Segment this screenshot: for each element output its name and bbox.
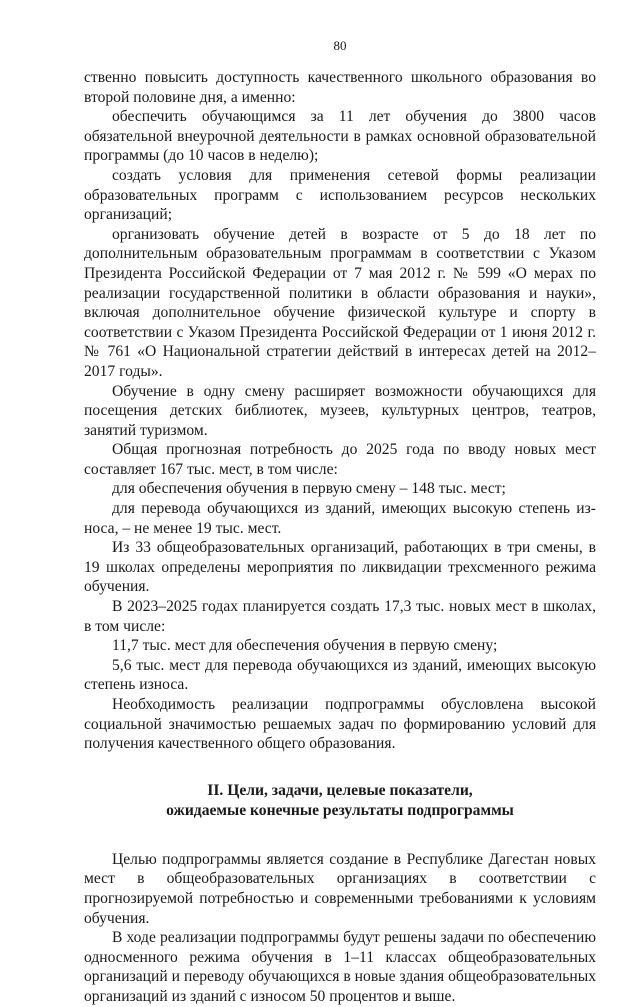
document-body xyxy=(84,68,596,1007)
page-number: 80 xyxy=(333,38,347,53)
section-heading-line-2: ожидаемые конечные результаты подпрограммы xyxy=(166,801,514,819)
paragraph: В ходе реализации подпрограммы будут решены задачи по обеспечению односменного режима обучения в 1–11 классах общеобразовательных организаций и переводу обучающихся в новые здания общеобразовательных организаций из зданий с износом 50 процентов и выше. xyxy=(84,929,596,1005)
paragraph: В 2023–2025 годах планируется создать 17,3 тыс. новых мест в школах, в том числе: xyxy=(84,598,596,635)
paragraph: 11,7 тыс. мест для обеспечения обучения в первую смену; xyxy=(112,637,498,655)
paragraph: ственно повысить доступность качественного школьного образования во второй половине дня, а именно: xyxy=(84,69,596,106)
paragraph: обеспечить обучающимся за 11 лет обучения до 3800 часов обязательной внеурочной деятельности в рамках основной образовательной программы (до 10 часов в неделю); xyxy=(84,108,596,165)
paragraph: для перевода обучающихся из зданий, имеющих высокую степень из-носа, – не менее 19 тыс. мест. xyxy=(84,500,596,537)
paragraph: Целью подпрограммы является создание в Республике Дагестан новых мест в общеобразовательных организациях в соответствии с прогнозируемой потребностью и современными требованиями к условиям обучения. xyxy=(84,850,596,927)
paragraph: 5,6 тыс. мест для перевода обучающихся из зданий, имеющих высокую степень износа. xyxy=(84,656,596,694)
paragraph: для обеспечения обучения в первую смену – 148 тыс. мест; xyxy=(112,480,506,498)
paragraph: организовать обучение детей в возрасте от 5 до 18 лет по дополнительным образовательным программам в соответствии с Указом Президента Российской Федерации от 7 мая 2012 г. № 599 «О мерах по реализации государственной политики в области образования и науки», включая дополнительное обучение физической культуре и спорту в соответствии с Указом Президента Российской Федерации от 1 июня 2012 г. № 761 «О Национальной стратегии действий в интересах детей на 2012–2017 годы». xyxy=(84,225,596,380)
paragraph: Из 33 общеобразовательных организаций, работающих в три смены, в 19 школах определены мероприятия по ликвидации трехсменного режима обучения. xyxy=(84,539,596,596)
paragraph: Общая прогнозная потребность до 2025 года по вводу новых мест составляет 167 тыс. мест, в том числе: xyxy=(84,441,596,478)
section-heading xyxy=(84,781,596,821)
section-heading-line-1: II. Цели, задачи, целевые показатели, xyxy=(207,781,473,799)
paragraph: Необходимость реализации подпрограммы обусловлена высокой социальной значимостью решаемых задач по формированию условий для получения качественного общего образования. xyxy=(84,696,596,753)
paragraph: Обучение в одну смену расширяет возможности обучающихся для посещения детских библиотек, музеев, культурных центров, театров, занятий туризмом. xyxy=(84,382,596,439)
paragraph: создать условия для применения сетевой формы реализации образовательных программ с использованием ресурсов нескольких организаций; xyxy=(84,166,596,224)
